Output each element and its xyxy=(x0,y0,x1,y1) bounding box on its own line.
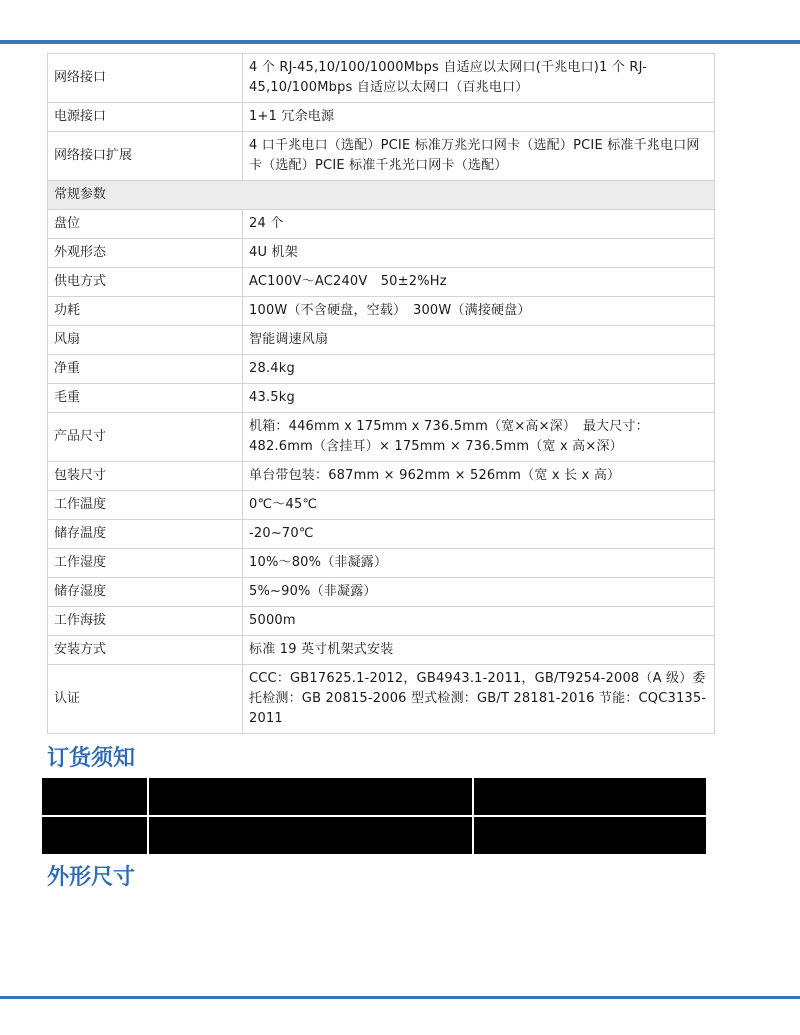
spec-value: 0℃～45℃ xyxy=(243,491,715,520)
ordering-row xyxy=(41,777,707,816)
spec-row xyxy=(48,239,715,268)
spec-label: 产品尺寸 xyxy=(48,413,243,462)
spec-label: 网络接口 xyxy=(48,54,243,103)
spec-row xyxy=(48,520,715,549)
spec-row xyxy=(48,578,715,607)
spec-label: 安装方式 xyxy=(48,636,243,665)
spec-row xyxy=(48,355,715,384)
spec-value: -20~70℃ xyxy=(243,520,715,549)
spec-label: 外观形态 xyxy=(48,239,243,268)
top-divider xyxy=(0,40,800,44)
spec-label: 毛重 xyxy=(48,384,243,413)
ordering-info-heading: 订货须知 xyxy=(47,746,136,771)
spec-row xyxy=(48,384,715,413)
spec-value: 单台带包装：687mm × 962mm × 526mm（宽 x 长 x 高） xyxy=(243,462,715,491)
spec-row xyxy=(48,54,715,103)
spec-label: 工作温度 xyxy=(48,491,243,520)
ordering-cell xyxy=(473,777,707,816)
spec-label: 工作海拔 xyxy=(48,607,243,636)
spec-label: 工作湿度 xyxy=(48,549,243,578)
ordering-row xyxy=(41,816,707,855)
spec-value: 100W（不含硬盘，空载） 300W（满接硬盘） xyxy=(243,297,715,326)
spec-row xyxy=(48,132,715,181)
ordering-cell xyxy=(41,816,148,855)
spec-row xyxy=(48,607,715,636)
spec-row xyxy=(48,297,715,326)
spec-value: CCC：GB17625.1-2012，GB4943.1-2011，GB/T9254-2008（A 级）委托检测：GB 20815-2006 型式检测：GB/T 28181-2016 节能：CQC3135-2011 xyxy=(243,665,715,734)
ordering-cell xyxy=(148,777,473,816)
spec-section-label: 常规参数 xyxy=(48,181,715,210)
spec-label: 储存湿度 xyxy=(48,578,243,607)
spec-table xyxy=(47,53,715,734)
spec-row xyxy=(48,549,715,578)
spec-row xyxy=(48,491,715,520)
spec-label: 电源接口 xyxy=(48,103,243,132)
spec-table-body xyxy=(48,54,715,734)
ordering-table xyxy=(40,776,708,856)
spec-row xyxy=(48,210,715,239)
spec-row xyxy=(48,636,715,665)
spec-value: 24 个 xyxy=(243,210,715,239)
spec-label: 储存温度 xyxy=(48,520,243,549)
ordering-cell xyxy=(41,777,148,816)
spec-row xyxy=(48,413,715,462)
spec-row xyxy=(48,462,715,491)
spec-label: 网络接口扩展 xyxy=(48,132,243,181)
spec-value: 10%～80%（非凝露） xyxy=(243,549,715,578)
spec-label: 包装尺寸 xyxy=(48,462,243,491)
spec-row xyxy=(48,268,715,297)
ordering-cell xyxy=(148,816,473,855)
spec-value: 4 口千兆电口（选配）PCIE 标准万兆光口网卡（选配）PCIE 标准千兆电口网卡（选配）PCIE 标准千兆光口网卡（选配） xyxy=(243,132,715,181)
dimensions-heading: 外形尺寸 xyxy=(47,865,136,890)
bottom-divider xyxy=(0,996,800,999)
spec-value: 4 个 RJ-45,10/100/1000Mbps 自适应以太网口(千兆电口)1 个 RJ-45,10/100Mbps 自适应以太网口（百兆电口） xyxy=(243,54,715,103)
spec-label: 风扇 xyxy=(48,326,243,355)
spec-value: 标准 19 英寸机架式安装 xyxy=(243,636,715,665)
spec-value: 1+1 冗余电源 xyxy=(243,103,715,132)
spec-value: AC100V～AC240V 50±2%Hz xyxy=(243,268,715,297)
spec-row xyxy=(48,326,715,355)
spec-row xyxy=(48,665,715,734)
spec-value: 5%~90%（非凝露） xyxy=(243,578,715,607)
spec-value: 5000m xyxy=(243,607,715,636)
spec-label: 净重 xyxy=(48,355,243,384)
spec-label: 盘位 xyxy=(48,210,243,239)
spec-value: 机箱：446mm x 175mm x 736.5mm（宽×高×深） 最大尺寸：482.6mm（含挂耳）× 175mm × 736.5mm（宽 x 高×深） xyxy=(243,413,715,462)
spec-label: 供电方式 xyxy=(48,268,243,297)
ordering-cell xyxy=(473,816,707,855)
spec-value: 4U 机架 xyxy=(243,239,715,268)
spec-label: 功耗 xyxy=(48,297,243,326)
spec-label: 认证 xyxy=(48,665,243,734)
spec-row xyxy=(48,103,715,132)
spec-value: 智能调速风扇 xyxy=(243,326,715,355)
spec-section-row xyxy=(48,181,715,210)
spec-value: 28.4kg xyxy=(243,355,715,384)
spec-value: 43.5kg xyxy=(243,384,715,413)
